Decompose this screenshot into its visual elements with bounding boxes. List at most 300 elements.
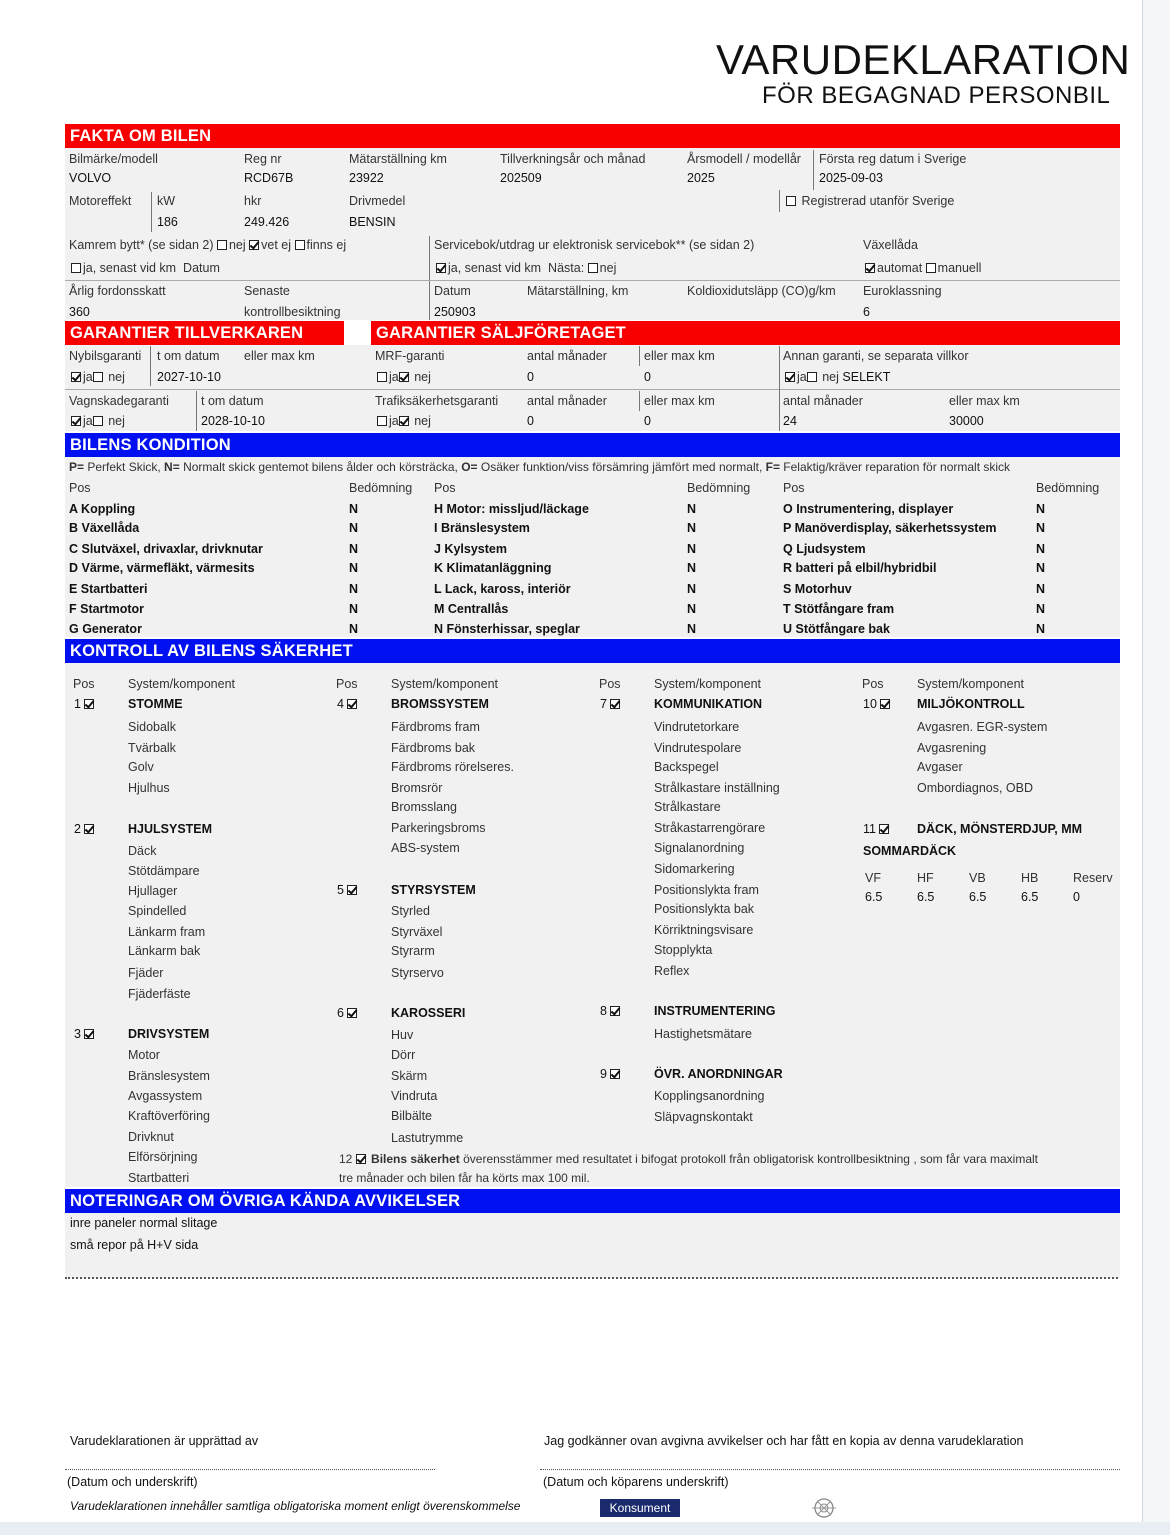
hkr-value: 249.426 [244, 215, 290, 229]
component-item: Vindrutetorkare [654, 720, 740, 734]
component-item: Vindrutespolare [654, 741, 742, 755]
sakerhet-pos-header: Pos [862, 677, 884, 691]
group-9-title: ÖVR. ANORDNINGAR [654, 1067, 783, 1081]
kondition-pos-header: Pos [69, 481, 91, 495]
kondition-legend [69, 460, 1010, 474]
kondition-grade: N [687, 582, 697, 596]
tire-header-vb: VB [969, 871, 986, 885]
divider [639, 391, 640, 411]
kondition-item: A Koppling [69, 502, 136, 516]
kondition-grade: N [349, 582, 359, 596]
servicebok-nasta-label: Nästa: [548, 261, 585, 275]
divider [779, 190, 780, 212]
kondition-grade: N [1036, 542, 1046, 556]
section-garanti-saljforetaget-heading: GARANTIER SÄLJFÖRETAGET [371, 321, 1120, 345]
component-item: Fjäder [128, 966, 164, 980]
component-item: Backspegel [654, 760, 719, 774]
vagn-nej-checkbox[interactable] [93, 416, 103, 426]
group-11-num: 11 [863, 822, 876, 836]
senaste-label: Senaste [244, 284, 290, 298]
annan-ja-label: ja [797, 370, 807, 384]
group-10-title: MILJÖKONTROLL [917, 697, 1025, 711]
group-6-pos [337, 1006, 359, 1020]
kw-value: 186 [157, 215, 178, 229]
kondition-grade: N [687, 561, 697, 575]
group-6-num: 6 [337, 1006, 344, 1020]
annan-nej-label: nej [822, 370, 839, 384]
group-7-pos [600, 697, 622, 711]
viewer-scroll-area[interactable] [1143, 0, 1170, 1535]
group-12-text-line2: tre månader och bilen får ha körts max 100 mil. [339, 1171, 590, 1185]
kondition-grade: N [1036, 622, 1046, 636]
kondition-item: J Kylsystem [434, 542, 507, 556]
checkbox-empty-icon [786, 196, 796, 206]
kondition-grade: N [687, 622, 697, 636]
sakerhet-pos-header: Pos [73, 677, 95, 691]
forsta-reg-value: 2025-09-03 [819, 171, 883, 185]
euroklass-value: 6 [863, 305, 870, 319]
kondition-grade: N [349, 602, 359, 616]
tire-value-reserv: 0 [1073, 890, 1080, 904]
component-item: Skärm [391, 1069, 428, 1083]
annan-garanti-label: Annan garanti, se separata villkor [783, 349, 969, 363]
annan-km-label: eller max km [949, 394, 1020, 408]
component-item: Länkarm fram [128, 925, 206, 939]
component-item: Stötdämpare [128, 864, 200, 878]
component-item: Motor [128, 1048, 160, 1062]
vagn-tom-label: t om datum [201, 394, 264, 408]
component-item: Färdbroms fram [391, 720, 480, 734]
component-item: Släpvagnskontakt [654, 1110, 753, 1124]
servicebok-label: Servicebok/utdrag ur elektronisk servicebok** (se sidan 2) [434, 238, 755, 252]
group-12-checkbox[interactable] [356, 1154, 366, 1164]
kamrem-ja-label: ja, senast vid km [83, 261, 177, 275]
tire-value-vb: 6.5 [969, 890, 987, 904]
vagn-ja-checkbox[interactable] [71, 416, 81, 426]
component-item: Huv [391, 1028, 414, 1042]
vagn-nej-label: nej [108, 414, 125, 428]
kondition-item: P Manöverdisplay, säkerhetssystem [783, 521, 997, 535]
kamrem-vet-ej-checkbox[interactable] [249, 240, 259, 250]
kamrem-vet-ej-label: vet ej [261, 238, 292, 252]
automat-label: automat [877, 261, 923, 275]
component-item: Sidobalk [128, 720, 176, 734]
kondition-item: G Generator [69, 622, 142, 636]
group-4-pos [337, 697, 359, 711]
component-item: Däck [128, 844, 157, 858]
group-3-pos [74, 1027, 96, 1041]
servicebok-row [436, 261, 616, 275]
nybil-nej-label: nej [108, 370, 125, 384]
kamrem-nej-label: nej [228, 238, 246, 252]
kamrem-finns-ej-checkbox[interactable] [295, 240, 305, 250]
document-subtitle: FÖR BEGAGNAD PERSONBIL [762, 82, 1111, 109]
nybil-ja-nej-row [71, 370, 125, 384]
servicebok-nej-label: nej [599, 261, 617, 275]
component-item: Ombordiagnos, OBD [917, 781, 1034, 795]
trafik-maxkm-label: eller max km [644, 394, 715, 408]
divider [779, 346, 780, 431]
kondition-item: E Startbatteri [69, 582, 148, 596]
group-11-subtitle: SOMMARDÄCK [863, 844, 957, 858]
kamrem-finns-ej-label: finns ej [306, 238, 347, 252]
component-item: Strålkastare [654, 800, 721, 814]
manuell-checkbox[interactable] [926, 263, 936, 273]
group-1-checkbox[interactable] [84, 699, 94, 709]
group-1-pos [74, 697, 96, 711]
tire-value-hf: 6.5 [917, 890, 935, 904]
kamrem-datum-label: Datum [183, 261, 220, 275]
tire-header-hb: HB [1021, 871, 1039, 885]
mrf-man-value: 0 [527, 370, 534, 384]
vaxellada-label: Växellåda [863, 238, 918, 252]
trafik-antal-label: antal månader [527, 394, 607, 408]
component-item: Startbatteri [128, 1171, 190, 1185]
besiktning-datum-value: 250903 [434, 305, 476, 319]
kw-label: kW [157, 194, 176, 208]
godkanner-label: Jag godkänner ovan avgivna avvikelser och har fått en kopia av denna varudeklaration [544, 1434, 1024, 1448]
section-fakta-heading: FAKTA OM BILEN [65, 124, 1120, 148]
kondition-grade: N [1036, 561, 1046, 575]
sakerhet-sys-header: System/komponent [654, 677, 761, 691]
kondition-grade: N [687, 521, 697, 535]
group-6-checkbox[interactable] [347, 1008, 357, 1018]
group-9-checkbox[interactable] [610, 1069, 620, 1079]
motoreffekt-label: Motoreffekt [69, 194, 132, 208]
component-item: Styrled [391, 904, 430, 918]
mrf-nej-label: nej [414, 370, 431, 384]
viewer-bottom-bar [0, 1522, 1170, 1535]
group-2-pos [74, 822, 96, 836]
drivmedel-value: BENSIN [349, 215, 396, 229]
kondition-pos-header: Pos [434, 481, 456, 495]
component-item: Reflex [654, 964, 690, 978]
group-8-checkbox[interactable] [610, 1006, 620, 1016]
annan-km-value: 30000 [949, 414, 984, 428]
fordonsskatt-value: 360 [69, 305, 90, 319]
component-item: Kopplingsanordning [654, 1089, 765, 1103]
nybil-maxkm-label: eller max km [244, 349, 315, 363]
trafik-man-value: 0 [527, 414, 534, 428]
vagn-ja-label: ja [83, 414, 93, 428]
kondition-bedomning-header: Bedömning [1036, 481, 1100, 495]
kamrem-label: Kamrem bytt* (se sidan 2) [69, 238, 214, 252]
component-item: Körriktningsvisare [654, 923, 754, 937]
component-item: Styrservo [391, 966, 444, 980]
component-item: Kraftöverföring [128, 1109, 210, 1123]
group-2-title: HJULSYSTEM [128, 822, 213, 836]
kondition-item: S Motorhuv [783, 582, 852, 596]
kondition-grade: N [349, 521, 359, 535]
signature-line-buyer[interactable] [540, 1469, 1120, 1470]
nybilsgaranti-label: Nybilsgaranti [69, 349, 142, 363]
group-12-text: överensstämmer med resultatet i bifogat protokoll från obligatorisk kontrollbesiktning , som får vara maximalt [459, 1152, 1039, 1166]
legend-n: N= [164, 460, 180, 474]
annan-ja-checkbox[interactable] [785, 372, 795, 382]
annan-ja-nej-row [785, 370, 890, 384]
component-item: Styrarm [391, 944, 435, 958]
mrf-maxkm-label: eller max km [644, 349, 715, 363]
group-9-pos [600, 1067, 622, 1081]
trafiksakerhet-label: Trafiksäkerhetsgaranti [375, 394, 499, 408]
divider [150, 346, 151, 386]
component-item: Hjulhus [128, 781, 170, 795]
kondition-bedomning-header: Bedömning [687, 481, 751, 495]
section-kondition-heading: BILENS KONDITION [65, 433, 1120, 457]
kondition-item: H Motor: missljud/läckage [434, 502, 589, 516]
seller-signature-label: (Datum och underskrift) [67, 1475, 198, 1489]
sakerhet-pos-header: Pos [336, 677, 358, 691]
group-4-num: 4 [337, 697, 344, 711]
group-10-num: 10 [863, 697, 877, 711]
component-item: Hjullager [128, 884, 178, 898]
annan-nej-checkbox[interactable] [807, 372, 817, 382]
manuell-label: manuell [937, 261, 982, 275]
kondition-item: F Startmotor [69, 602, 144, 616]
kamrem-senast-row [71, 261, 220, 275]
component-item: Stopplykta [654, 943, 713, 957]
kondition-item: L Lack, kaross, interiör [434, 582, 571, 596]
kondition-item: T Stötfångare fram [783, 602, 895, 616]
nybil-nej-checkbox[interactable] [93, 372, 103, 382]
tillverkning-value: 202509 [500, 171, 542, 185]
vagn-date-value: 2028-10-10 [201, 414, 265, 428]
kondition-grade: N [349, 561, 359, 575]
kondition-item: C Slutväxel, drivaxlar, drivknutar [69, 542, 263, 556]
group-3-title: DRIVSYSTEM [128, 1027, 210, 1041]
component-item: Bilbälte [391, 1109, 432, 1123]
legend-f-text: Felaktig/kräver reparation för normalt skick [779, 460, 1011, 474]
group-8-num: 8 [600, 1004, 607, 1018]
kondition-grade: N [349, 622, 359, 636]
hkr-label: hkr [244, 194, 262, 208]
forsta-reg-label: Första reg datum i Sverige [819, 152, 967, 166]
component-item: Elförsörjning [128, 1150, 198, 1164]
component-item: ABS-system [391, 841, 460, 855]
noteringar-background [65, 1213, 1120, 1278]
group-8-title: INSTRUMENTERING [654, 1004, 776, 1018]
trafik-ja-nej-row [377, 414, 431, 428]
trafik-km-value: 0 [644, 414, 651, 428]
group-10-checkbox[interactable] [880, 699, 890, 709]
component-item: Länkarm bak [128, 944, 201, 958]
group-4-title: BROMSSYSTEM [391, 697, 489, 711]
component-item: Stråkastarrengörare [654, 821, 766, 835]
automat-checkbox[interactable] [865, 263, 875, 273]
kondition-item: K Klimatanläggning [434, 561, 552, 575]
group-7-checkbox[interactable] [610, 699, 620, 709]
kamrem-ja-checkbox[interactable] [71, 263, 81, 273]
group-4-checkbox[interactable] [347, 699, 357, 709]
kondition-bedomning-header: Bedömning [349, 481, 413, 495]
component-item: Styrväxel [391, 925, 443, 939]
component-item: Parkeringsbroms [391, 821, 486, 835]
servicebok-ja-label: ja, senast vid km [448, 261, 542, 275]
kontrollbesiktning-label: kontrollbesiktning [244, 305, 341, 319]
trafik-nej-label: nej [414, 414, 431, 428]
component-item: Signalanordning [654, 841, 745, 855]
nybil-ja-label: ja [83, 370, 93, 384]
document-title: VARUDEKLARATION [716, 36, 1131, 83]
mrf-nej-checkbox[interactable] [399, 372, 409, 382]
kondition-grade: N [1036, 521, 1046, 535]
registrerad-utanfor-label: Registrerad utanför Sverige [801, 194, 955, 208]
besiktning-datum-label: Datum [434, 284, 471, 298]
mrf-ja-checkbox[interactable] [377, 372, 387, 382]
vagnskadegaranti-label: Vagnskadegaranti [69, 394, 169, 408]
divider [151, 192, 152, 232]
kondition-grade: N [687, 602, 697, 616]
group-1-title: STOMME [128, 697, 183, 711]
group-7-num: 7 [600, 697, 607, 711]
kondition-item: Q Ljudsystem [783, 542, 866, 556]
component-item: Avgaser [917, 760, 963, 774]
kondition-item: U Stötfångare bak [783, 622, 890, 636]
tire-value-hb: 6.5 [1021, 890, 1039, 904]
nybil-ja-checkbox[interactable] [71, 372, 81, 382]
component-item: Avgasrening [917, 741, 987, 755]
component-item: Positionslykta fram [654, 883, 759, 897]
component-item: Avgassystem [128, 1089, 203, 1103]
notering-line-2: små repor på H+V sida [70, 1238, 199, 1252]
group-11-pos [863, 822, 891, 836]
kamrem-row [69, 238, 346, 252]
component-item: Strålkastare inställning [654, 781, 780, 795]
group-9-num: 9 [600, 1067, 607, 1081]
sakerhet-sys-header: System/komponent [391, 677, 498, 691]
trafik-nej-checkbox[interactable] [399, 416, 409, 426]
group-12-bold: Bilens säkerhet [371, 1152, 460, 1166]
legend-o: O= [461, 460, 478, 474]
component-item: Tvärbalk [128, 741, 176, 755]
group-12-num: 12 [339, 1152, 353, 1166]
nybil-date-value: 2027-10-10 [157, 370, 221, 384]
component-item: Lastutrymme [391, 1131, 464, 1145]
legend-p: P= [69, 460, 85, 474]
tire-header-hf: HF [917, 871, 934, 885]
component-item: Bränslesystem [128, 1069, 210, 1083]
sakerhet-sys-header: System/komponent [128, 677, 235, 691]
arsmodell-label: Årsmodell / modellår [687, 152, 801, 166]
konsument-logo: Konsument [600, 1499, 680, 1517]
regnr-label: Reg nr [244, 152, 282, 166]
component-item: Golv [128, 760, 154, 774]
drivmedel-label: Drivmedel [349, 194, 406, 208]
registrerad-utanfor-checkbox[interactable] [786, 194, 954, 208]
divider [196, 391, 197, 431]
matarstallning-label: Mätarställning km [349, 152, 447, 166]
group-3-checkbox[interactable] [84, 1029, 94, 1039]
notering-dotted-line [65, 1277, 1118, 1279]
group-5-checkbox[interactable] [347, 885, 357, 895]
kondition-grade: N [1036, 602, 1046, 616]
sakerhet-sys-header: System/komponent [917, 677, 1024, 691]
group-5-title: STYRSYSTEM [391, 883, 476, 897]
group-1-num: 1 [74, 697, 81, 711]
sakerhet-pos-header: Pos [599, 677, 621, 691]
component-item: Drivknut [128, 1130, 174, 1144]
bilmarke-label: Bilmärke/modell [69, 152, 158, 166]
footer-note: Varudeklarationen innehåller samtliga obligatoriska moment enligt överenskommelse [70, 1499, 521, 1513]
kondition-grade: N [1036, 502, 1046, 516]
component-item: Positionslykta bak [654, 902, 755, 916]
nybil-tom-label: t om datum [157, 349, 220, 363]
component-item: Dörr [391, 1048, 416, 1062]
divider [639, 346, 640, 366]
kondition-item: O Instrumentering, displayer [783, 502, 954, 516]
group-7-title: KOMMUNIKATION [654, 697, 763, 711]
kondition-grade: N [349, 542, 359, 556]
divider [65, 389, 1120, 390]
component-item: Bromsrör [391, 781, 443, 795]
vagn-ja-nej-row [71, 414, 125, 428]
group-2-checkbox[interactable] [84, 824, 94, 834]
annan-garanti-value: SELEKT [842, 370, 891, 384]
tire-value-vf: 6.5 [865, 890, 883, 904]
kondition-item: D Värme, värmefläkt, värmesits [69, 561, 255, 575]
group-6-title: KAROSSERI [391, 1006, 466, 1020]
section-garanti-tillverkaren-heading: GARANTIER TILLVERKAREN [65, 321, 344, 345]
component-item: Färdbroms rörelseres. [391, 760, 514, 774]
kondition-grade: N [687, 502, 697, 516]
kamrem-nej-checkbox[interactable] [217, 240, 227, 250]
notering-line-1: inre paneler normal slitage [70, 1216, 218, 1230]
buyer-signature-label: (Datum och köparens underskrift) [543, 1475, 729, 1489]
signature-line-seller[interactable] [65, 1469, 435, 1470]
servicebok-nej-checkbox[interactable] [588, 263, 598, 273]
component-item: Spindelled [128, 904, 187, 918]
group-5-pos [337, 883, 359, 897]
section-sakerhet-heading: KONTROLL AV BILENS SÄKERHET [65, 639, 1120, 663]
component-item: Sidomarkering [654, 862, 735, 876]
tire-header-vf: VF [865, 871, 881, 885]
tillverkning-label: Tillverkningsår och månad [500, 152, 646, 166]
group-8-pos [600, 1004, 622, 1018]
group-11-checkbox[interactable] [879, 824, 889, 834]
divider [65, 280, 1120, 281]
divider [813, 150, 814, 190]
vaxellada-row [865, 261, 981, 275]
trafik-ja-checkbox[interactable] [377, 416, 387, 426]
legend-f: F= [765, 460, 780, 474]
component-item: Avgasren. EGR-system [917, 720, 1048, 734]
kondition-pos-header: Pos [783, 481, 805, 495]
divider [429, 236, 430, 320]
regnr-value: RCD67B [244, 171, 294, 185]
fordonsskatt-label: Årlig fordonsskatt [69, 284, 166, 298]
section-noteringar-heading: NOTERINGAR OM ÖVRIGA KÄNDA AVVIKELSER [65, 1189, 1120, 1213]
group-11-title: DÄCK, MÖNSTERDJUP, MM [917, 822, 1083, 836]
upprattad-av-label: Varudeklarationen är upprättad av [70, 1434, 259, 1448]
mrf-km-value: 0 [644, 370, 651, 384]
matarstallning-value: 23922 [349, 171, 384, 185]
component-item: Fjäderfäste [128, 987, 191, 1001]
component-item: Färdbroms bak [391, 741, 476, 755]
kondition-item: R batteri på elbil/hybridbil [783, 561, 937, 575]
annan-man-label: antal månader [783, 394, 863, 408]
kondition-item: B Växellåda [69, 521, 140, 535]
legend-n-text: Normalt skick gentemot bilens ålder och körsträcka, [179, 460, 462, 474]
kondition-item: M Centrallås [434, 602, 509, 616]
legend-o-text: Osäker funktion/viss försämring jämfört med normalt, [477, 460, 766, 474]
kondition-item: I Bränslesystem [434, 521, 530, 535]
mrf-garanti-label: MRF-garanti [375, 349, 445, 363]
group-2-num: 2 [74, 822, 81, 836]
servicebok-ja-checkbox[interactable] [436, 263, 446, 273]
legend-p-text: Perfekt Skick, [84, 460, 165, 474]
component-item: Vindruta [391, 1089, 438, 1103]
mrf-ja-label: ja [389, 370, 399, 384]
